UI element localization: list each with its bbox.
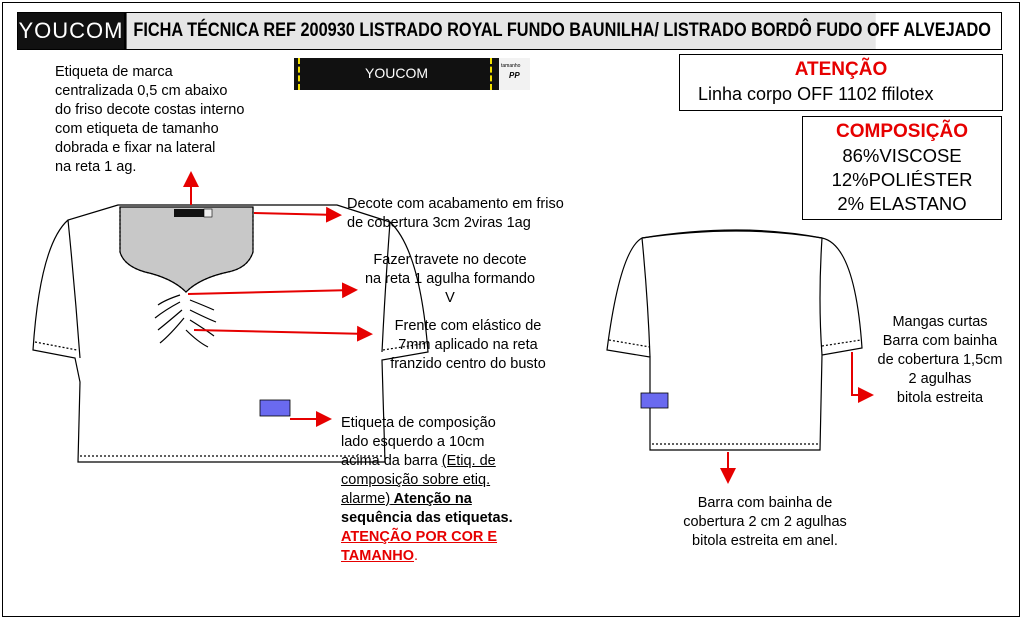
note-hem xyxy=(662,494,868,551)
note-line: cobertura 2 cm 2 agulhas xyxy=(683,514,847,530)
note-bartack xyxy=(345,251,555,308)
size-label-caption: tamanho xyxy=(501,63,521,69)
attention-title: ATENÇÃO xyxy=(794,59,888,80)
arrow-bartack xyxy=(188,290,354,294)
back-body-outline xyxy=(607,230,862,450)
arrow-front-elastic xyxy=(194,330,369,334)
note-front-elastic xyxy=(370,317,566,374)
note-line: Fazer travete no decote xyxy=(373,252,527,268)
note-line xyxy=(341,490,513,509)
front-left-armhole xyxy=(68,220,80,358)
front-left-sleeve-hem xyxy=(35,342,77,350)
front-gathers xyxy=(155,295,216,347)
note-line xyxy=(341,452,513,471)
note-text-warning: TAMANHO xyxy=(341,548,415,564)
note-line xyxy=(341,547,513,566)
brand-label-text: YOUCOM xyxy=(365,65,428,81)
note-line: centralizada 0,5 cm abaixo xyxy=(55,83,228,99)
size-label-text: PP xyxy=(509,71,520,80)
note-text-bold: Atenção na xyxy=(390,491,472,507)
note-line: Mangas curtas xyxy=(892,314,988,330)
note-line: na reta 1 ag. xyxy=(55,159,137,175)
note-line-warning: ATENÇÃO POR COR E xyxy=(341,529,498,545)
note-line: composição sobre etiq. xyxy=(341,472,491,488)
note-line: Barra com bainha xyxy=(882,333,998,349)
note-line: do friso decote costas interno xyxy=(55,102,245,118)
composition-tag-back xyxy=(641,393,668,408)
front-size-label-mark xyxy=(204,209,212,217)
note-line: Etiqueta de composição xyxy=(341,415,496,431)
brand-logo: YOUCOM xyxy=(18,13,124,49)
note-line: 7mm aplicado na reta xyxy=(398,337,538,353)
back-right-sleeve-hem xyxy=(822,340,861,346)
note-line: V xyxy=(445,290,455,306)
note-line: franzido centro do busto xyxy=(390,356,546,372)
note-text-underlined: (Etiq. de xyxy=(441,453,496,469)
front-brand-label-mark xyxy=(174,209,204,217)
note-line: de cobertura 3cm 2viras 1ag xyxy=(347,215,531,231)
note-neckline xyxy=(347,195,564,233)
back-neck xyxy=(642,231,822,238)
note-line: sequência das etiquetas. xyxy=(341,510,513,526)
note-line: bitola estreita em anel. xyxy=(692,533,838,549)
back-left-armhole xyxy=(642,238,650,357)
note-text-period: . xyxy=(414,548,419,564)
note-line: de cobertura 1,5cm xyxy=(877,352,1003,368)
attention-text: Linha corpo OFF 1102 ffilotex xyxy=(698,84,934,104)
front-neckline xyxy=(120,207,253,292)
composition-tag-front xyxy=(260,400,290,416)
composition-line: 86%VISCOSE xyxy=(842,145,962,166)
note-line: Frente com elástico de xyxy=(394,318,542,334)
note-text-underlined: alarme) xyxy=(341,491,391,507)
note-line: bitola estreita xyxy=(896,390,984,406)
note-brand-label xyxy=(55,63,244,177)
composition-line: 2% ELASTANO xyxy=(837,193,967,214)
composition-line: 12%POLIÉSTER xyxy=(831,169,973,190)
note-line: na reta 1 agulha formando xyxy=(364,271,536,287)
note-line: Barra com bainha de xyxy=(697,495,833,511)
note-composition-label xyxy=(341,414,513,566)
note-text: acima da barra xyxy=(341,453,442,469)
note-line: dobrada e fixar na lateral xyxy=(55,140,216,156)
note-sleeves xyxy=(860,313,1020,408)
page-title: FICHA TÉCNICA REF 200930 LISTRADO ROYAL FUNDO BAUNILHA/ LISTRADO BORDÔ FUDO OFF ALVEJADO xyxy=(124,13,876,49)
back-garment xyxy=(607,230,862,450)
back-left-sleeve-hem xyxy=(609,340,650,347)
note-line: com etiqueta de tamanho xyxy=(55,121,219,137)
note-line: lado esquerdo a 10cm xyxy=(341,434,485,450)
arrow-neckline xyxy=(254,213,338,215)
note-line: Decote com acabamento em friso xyxy=(347,196,564,212)
note-line: 2 agulhas xyxy=(908,371,972,387)
note-line: Etiqueta de marca xyxy=(55,64,173,80)
back-right-armhole xyxy=(820,238,822,355)
composition-title: COMPOSIÇÃO xyxy=(836,121,968,142)
